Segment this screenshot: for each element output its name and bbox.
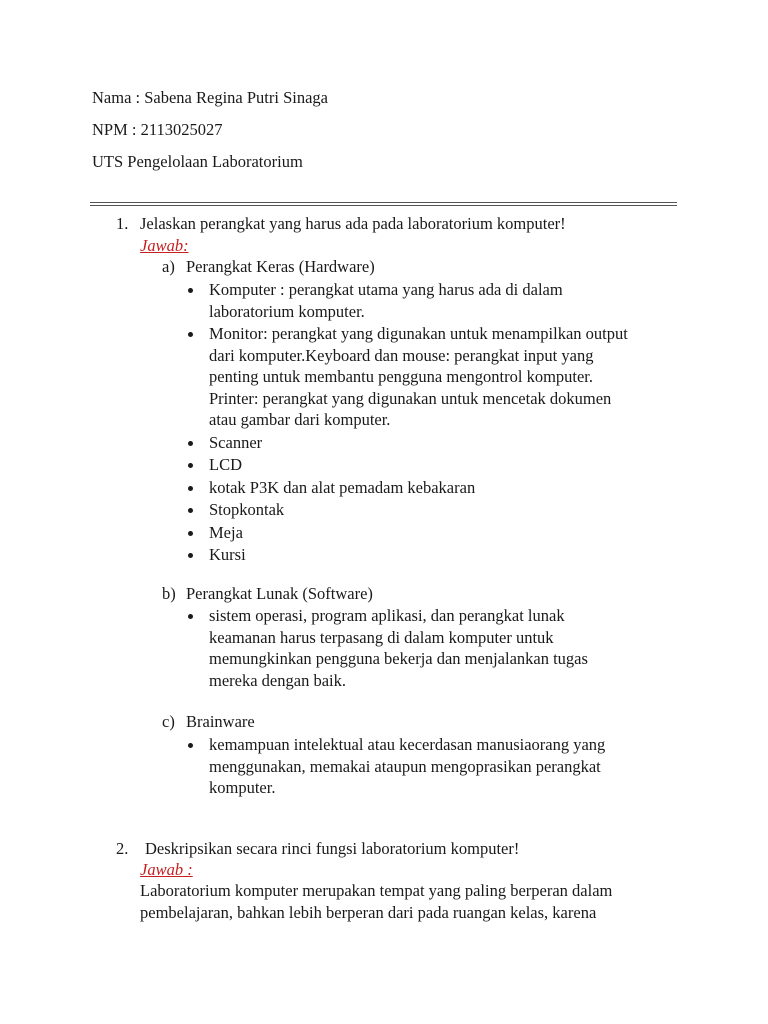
- bullet-icon: [188, 441, 193, 446]
- list-item-line: komputer.: [209, 778, 276, 797]
- q1-c-title: Brainware: [186, 712, 255, 731]
- list-item-line: LCD: [209, 455, 242, 474]
- list-item-line: penting untuk membantu pengguna mengontrol komputer.: [209, 367, 594, 386]
- list-item-line: kotak P3K dan alat pemadam kebakaran: [209, 477, 476, 497]
- list-item-line: memungkinkan pengguna bekerja dan menjalankan tugas: [209, 649, 588, 668]
- student-npm: NPM : 2113025027: [92, 120, 223, 139]
- bullet-icon: [188, 743, 193, 748]
- list-item-line: Meja: [209, 522, 243, 542]
- q2-question: Deskripsikan secara rinci fungsi laboratorium komputer!: [145, 839, 520, 858]
- list-item-line: Komputer : perangkat utama yang harus ada di dalam: [209, 280, 563, 299]
- bullet-icon: [188, 288, 193, 293]
- list-item-line: sistem operasi, program aplikasi, dan perangkat lunak: [209, 606, 565, 625]
- list-item-line: laboratorium komputer.: [209, 301, 365, 321]
- list-item-line: kemampuan intelektual atau kecerdasan manusiaorang yang: [209, 735, 606, 754]
- header-divider-bottom: [90, 205, 677, 206]
- list-item-line: Printer: perangkat yang digunakan untuk mencetak dokumen: [209, 388, 612, 408]
- list-item-line: Kursi: [209, 545, 246, 564]
- bullet-icon: [188, 332, 193, 337]
- bullet-icon: [188, 531, 193, 536]
- header-divider-top: [90, 202, 677, 203]
- list-item-line: Scanner: [209, 432, 263, 452]
- list-item-line: mereka dengan baik.: [209, 670, 346, 690]
- bullet-icon: [188, 508, 193, 513]
- q1-a-title: Perangkat Keras (Hardware): [186, 257, 375, 276]
- list-item-line: Monitor: perangkat yang digunakan untuk menampilkan output: [209, 324, 628, 343]
- bullet-icon: [188, 553, 193, 558]
- q1-question: Jelaskan perangkat yang harus ada pada laboratorium komputer!: [140, 214, 566, 233]
- bullet-icon: [188, 463, 193, 468]
- q1-answer-label: Jawab:: [140, 236, 189, 255]
- list-item-line: menggunakan, memakai ataupun mengoprasikan perangkat: [209, 756, 601, 776]
- q2-answer-line: Laboratorium komputer merupakan tempat yang paling berperan dalam: [140, 881, 613, 900]
- student-name: Nama : Sabena Regina Putri Sinaga: [92, 88, 328, 107]
- bullet-icon: [188, 614, 193, 619]
- list-item-line: atau gambar dari komputer.: [209, 410, 391, 429]
- q1-b-title: Perangkat Lunak (Software): [186, 584, 373, 603]
- q2-answer-line: pembelajaran, bahkan lebih berperan dari pada ruangan kelas, karena: [140, 903, 597, 922]
- list-item-line: keamanan harus terpasang di dalam komputer untuk: [209, 627, 554, 647]
- q1-number: 1.: [116, 214, 129, 233]
- q1-c-marker: c): [162, 712, 175, 731]
- q2-answer-label: Jawab :: [140, 860, 193, 879]
- q1-b-marker: b): [162, 584, 176, 603]
- list-item-line: Stopkontak: [209, 500, 285, 519]
- q2-number: 2.: [116, 839, 129, 858]
- exam-title: UTS Pengelolaan Laboratorium: [92, 152, 303, 171]
- q1-a-marker: a): [162, 257, 175, 276]
- bullet-icon: [188, 486, 193, 491]
- list-item-line: dari komputer.Keyboard dan mouse: perangkat input yang: [209, 345, 594, 365]
